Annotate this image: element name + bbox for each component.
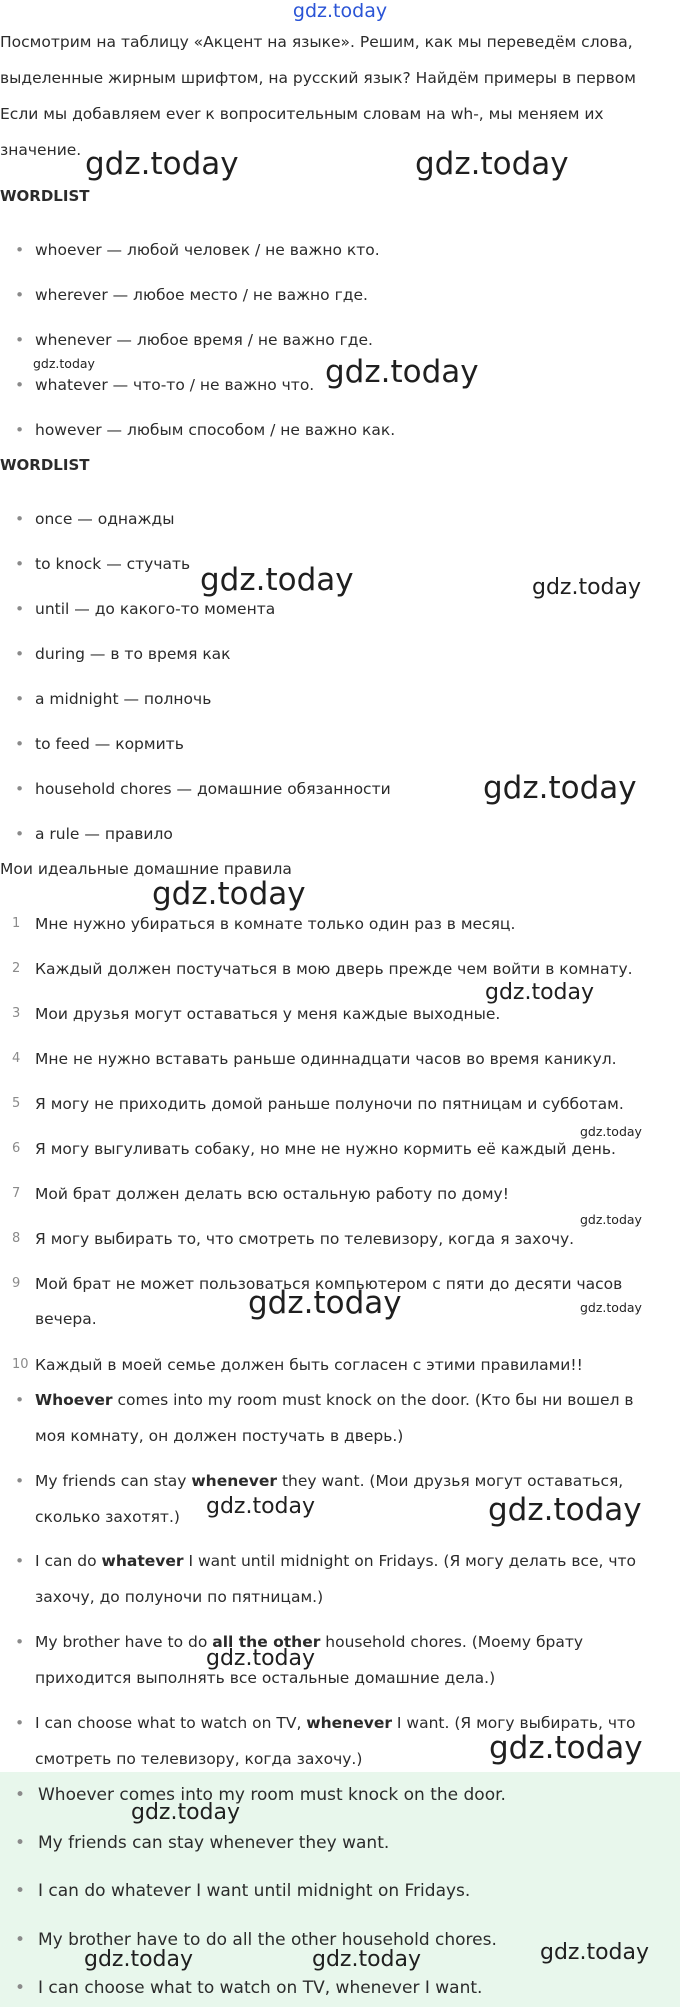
watermark: gdz.today: [84, 1947, 194, 1972]
watermark: gdz.today: [580, 1300, 642, 1315]
watermark: gdz.today: [488, 1492, 642, 1528]
wordlist-heading: WORDLIST: [0, 456, 90, 474]
bullet-icon: •: [15, 1552, 25, 1570]
bullet-icon: •: [15, 376, 25, 394]
bullet-icon: •: [15, 241, 25, 259]
bullet-icon: •: [15, 286, 25, 304]
bullet-icon: •: [15, 1391, 25, 1409]
site-logo[interactable]: gdz.today: [292, 0, 388, 22]
bullet-icon: •: [15, 555, 25, 573]
bullet-icon: •: [15, 1978, 26, 1998]
wordlist-heading: WORDLIST: [0, 187, 90, 205]
watermark: gdz.today: [33, 356, 95, 371]
watermark: gdz.today: [152, 876, 306, 912]
intro-line: выделенные жирным шрифтом, на русский язык? Найдём примеры в первом: [0, 69, 636, 87]
watermark: gdz.today: [206, 1646, 316, 1671]
watermark: gdz.today: [532, 575, 642, 600]
intro-line: Если мы добавляем ever к вопросительным словам на wh-, мы меняем их: [0, 105, 604, 123]
intro-line: значение.: [0, 141, 82, 159]
bullet-icon: •: [15, 1633, 25, 1651]
watermark: gdz.today: [248, 1285, 402, 1321]
bullet-icon: •: [15, 645, 25, 663]
bullet-icon: •: [15, 510, 25, 528]
bullet-icon: •: [15, 600, 25, 618]
watermark: gdz.today: [483, 770, 637, 806]
bullet-icon: •: [15, 780, 25, 798]
bullet-icon: •: [15, 1881, 26, 1901]
rules-title: Мои идеальные домашние правила: [0, 860, 292, 878]
watermark: gdz.today: [131, 1800, 241, 1825]
watermark: gdz.today: [312, 1947, 422, 1972]
watermark: gdz.today: [206, 1494, 316, 1519]
watermark: gdz.today: [85, 146, 239, 182]
bullet-icon: •: [15, 1714, 25, 1732]
bullet-icon: •: [15, 1833, 26, 1853]
watermark: gdz.today: [325, 354, 479, 390]
watermark: gdz.today: [580, 1212, 642, 1227]
watermark: gdz.today: [415, 146, 569, 182]
bullet-icon: •: [15, 825, 25, 843]
bullet-icon: •: [15, 1930, 26, 1950]
bullet-icon: •: [15, 735, 25, 753]
watermark: gdz.today: [485, 980, 595, 1005]
bullet-icon: •: [15, 421, 25, 439]
watermark: gdz.today: [200, 562, 354, 598]
watermark: gdz.today: [540, 1940, 650, 1965]
bullet-icon: •: [15, 331, 25, 349]
bullet-icon: •: [15, 1785, 26, 1805]
watermark: gdz.today: [580, 1124, 642, 1139]
watermark: gdz.today: [489, 1730, 643, 1766]
bullet-icon: •: [15, 690, 25, 708]
intro-line: Посмотрим на таблицу «Акцент на языке». Решим, как мы переведём слова,: [0, 33, 633, 51]
bullet-icon: •: [15, 1472, 25, 1490]
